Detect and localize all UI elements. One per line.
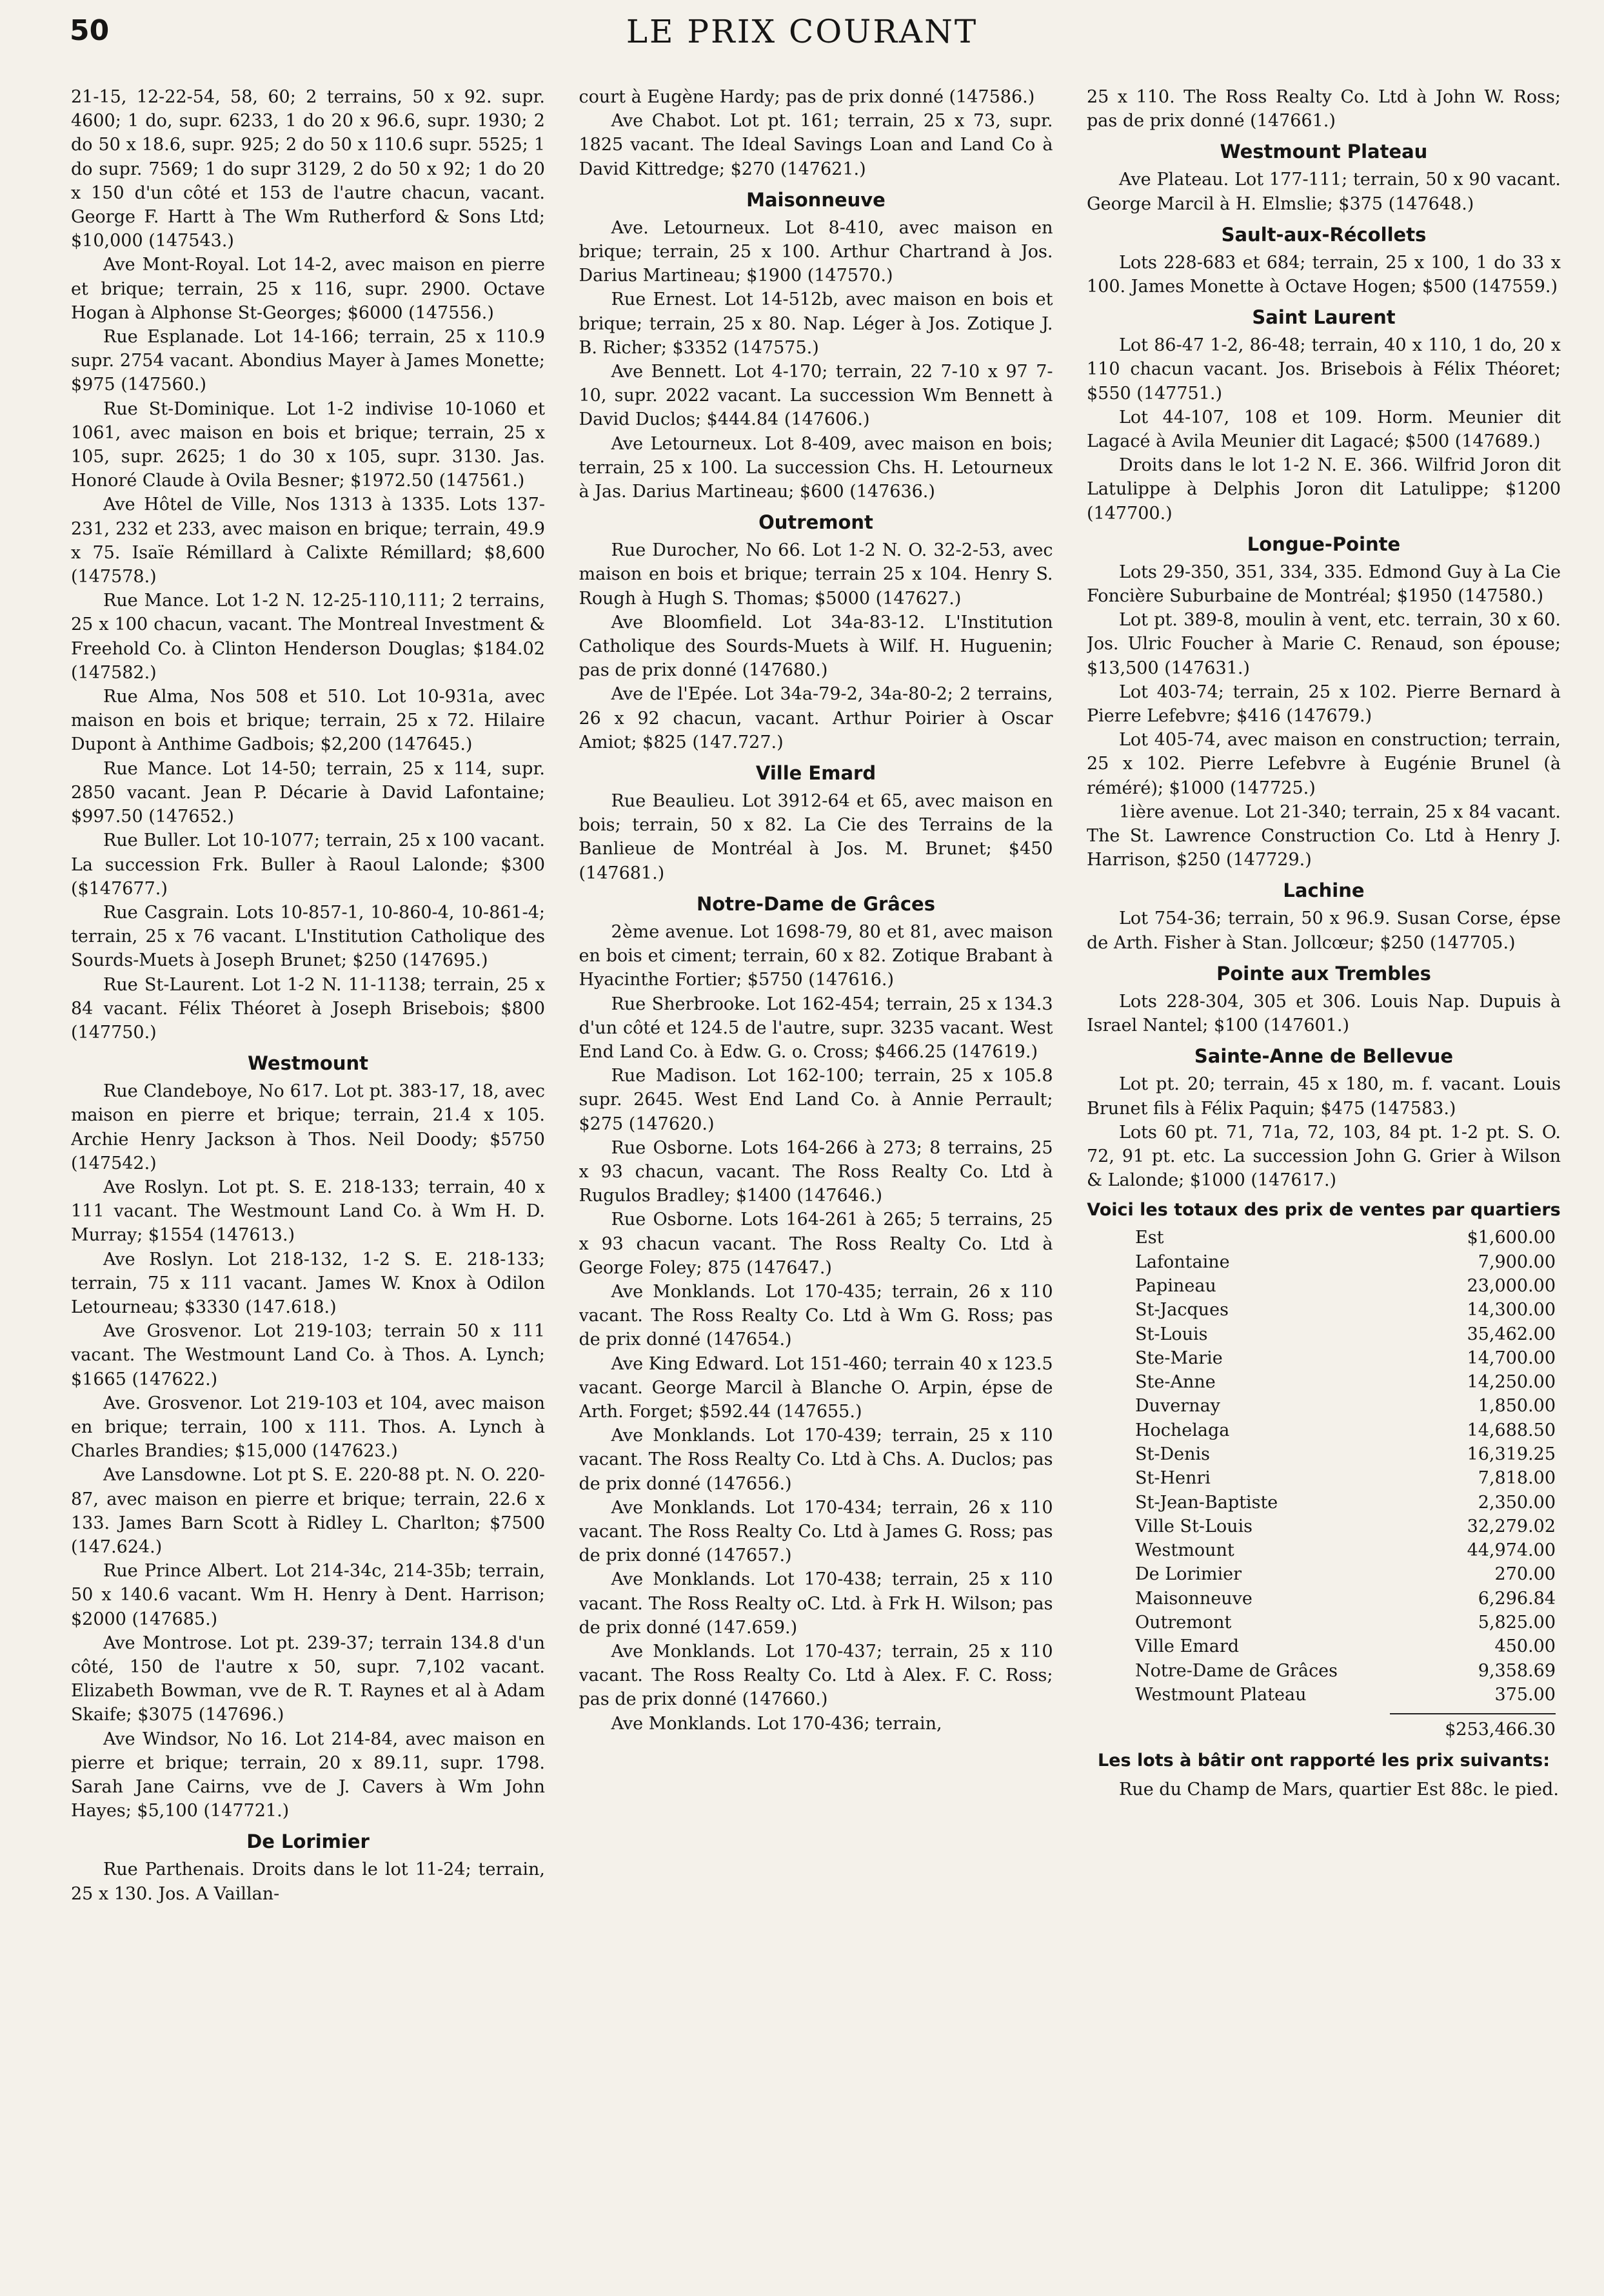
sale-entry: court à Eugène Hardy; pas de prix donné (147586.) bbox=[579, 87, 1035, 107]
sale-entry: Ave Bennett. Lot 4-170; terrain, 22 7-10 x 97 7-10, supr. 2022 vacant. La succession Wm Bennett à David Duclos; $444.84 (147606.) bbox=[579, 362, 1053, 430]
totals-table bbox=[1087, 1226, 1561, 1707]
sale-entry: Lot 403-74; terrain, 25 x 102. Pierre Bernard à Pierre Lefebvre; $416 (147679.) bbox=[1087, 682, 1561, 727]
sale-entry: Ave Windsor, No 16. Lot 214-84, avec maison en pierre et brique; terrain, 20 x 89.11, supr. 1798. Sarah Jane Cairns, vve de J. Cavers à Wm John Hayes; $5,100 (147721.) bbox=[71, 1729, 545, 1821]
section-heading: Pointe aux Trembles bbox=[1216, 962, 1431, 985]
totals-row bbox=[1087, 1322, 1561, 1346]
sale-entry: Ave Mont-Royal. Lot 14-2, avec maison en pierre et brique; terrain, 25 x 116, supr. 2900. Octave Hogan à Alphonse St-Georges; $6000 (147556.) bbox=[71, 255, 545, 323]
totals-value: 2,350.00 bbox=[1478, 1492, 1556, 1513]
totals-quarter: De Lorimier bbox=[1135, 1564, 1242, 1585]
sale-entry: Lot pt. 20; terrain, 45 x 180, m. f. vacant. Louis Brunet fils à Félix Paquin; $475 (147583.) bbox=[1087, 1074, 1561, 1119]
sale-entry: Ave Monklands. Lot 170-439; terrain, 25 x 110 vacant. The Ross Realty Co. Ltd à Chs. A. Duclos; pas de prix donné (147656.) bbox=[579, 1426, 1053, 1494]
sale-entry: Lots 29-350, 351, 334, 335. Edmond Guy à La Cie Foncière Suburbaine de Montréal; $1950 (147580.) bbox=[1087, 562, 1561, 607]
sale-entry: Rue Mance. Lot 14-50; terrain, 25 x 114, supr. 2850 vacant. Jean P. Décarie à David Lafontaine; $997.50 (147652.) bbox=[71, 758, 545, 827]
sale-entry: Ave de l'Epée. Lot 34a-79-2, 34a-80-2; 2 terrains, 26 x 92 chacun, vacant. Arthur Poirier à Oscar Amiot; $825 (147.727.) bbox=[579, 684, 1053, 752]
totals-value: 23,000.00 bbox=[1467, 1275, 1556, 1296]
sale-entry: Ave Montrose. Lot pt. 239-37; terrain 134.8 d'un côté, 150 de l'autre x 50, supr. 7,102 vacant. Elizabeth Bowman, vve de R. T. Raynes et al à Adam Skaife; $3075 (147696.) bbox=[71, 1633, 545, 1725]
sale-entry: Rue Mance. Lot 1-2 N. 12-25-110,111; 2 terrains, 25 x 100 chacun, vacant. The Montreal Investment & Freehold Co. à Clinton Henderson Douglas; $184.02 (147582.) bbox=[71, 591, 545, 683]
sale-entry: 21-15, 12-22-54, 58, 60; 2 terrains, 50 x 92. supr. 4600; 1 do, supr. 6233, 1 do 20 x 96.6, supr. 1930; 2 do 50 x 18.6, supr. 925; 2 do 50 x 110.6 supr. 5525; 1 do supr. 7569; 1 do supr 3129, 2 do 50 x 92; 1 do 20 x 150 d'un côté et 153 de l'autre chacun, vacant. George F. Hartt à The Wm Rutherford & Sons Ltd; $10,000 (147543.) bbox=[71, 87, 545, 251]
sale-entry: Ave Monklands. Lot 170-438; terrain, 25 x 110 vacant. The Ross Realty oC. Ltd. à Frk H. Wilson; pas de prix donné (147.659.) bbox=[579, 1569, 1053, 1638]
totals-row bbox=[1087, 1274, 1561, 1298]
sale-entry: Ave Letourneux. Lot 8-409, avec maison en bois; terrain, 25 x 100. La succession Chs. H. Letourneux à Jas. Darius Martineau; $600 (147636.) bbox=[579, 433, 1053, 502]
totals-row bbox=[1087, 1226, 1561, 1250]
sale-entry: Ave Monklands. Lot 170-434; terrain, 26 x 110 vacant. The Ross Realty Co. Ltd à James G. Ross; pas de prix donné (147657.) bbox=[579, 1497, 1053, 1566]
section-heading: Maisonneuve bbox=[746, 188, 886, 211]
totals-row bbox=[1087, 1298, 1561, 1322]
article-columns bbox=[71, 85, 1561, 2271]
totals-quarter: Ville St-Louis bbox=[1135, 1516, 1253, 1536]
totals-quarter: Westmount bbox=[1135, 1540, 1234, 1561]
totals-quarter: St-Henri bbox=[1135, 1468, 1211, 1489]
totals-row bbox=[1087, 1491, 1561, 1515]
section-heading: Outremont bbox=[758, 511, 873, 534]
totals-row bbox=[1087, 1442, 1561, 1466]
sale-entry: Rue Durocher, No 66. Lot 1-2 N. O. 32-2-53, avec maison en bois et brique; terrain 25 x 104. Henry S. Rough à Hugh S. Thomas; $5000 (147627.) bbox=[579, 540, 1053, 609]
totals-value: 14,688.50 bbox=[1467, 1420, 1556, 1440]
sale-entry: Rue Buller. Lot 10-1077; terrain, 25 x 100 vacant. La succession Frk. Buller à Raoul Lalonde; $300 ($147677.) bbox=[71, 830, 545, 899]
totals-quarter: St-Denis bbox=[1135, 1444, 1210, 1464]
totals-title: Voici les totaux des prix de ventes par quartiers bbox=[1087, 1200, 1561, 1221]
sale-entry: Ave. Grosvenor. Lot 219-103 et 104, avec maison en brique; terrain, 100 x 111. Thos. A. Lynch à Charles Brandies; $15,000 (147623.) bbox=[71, 1393, 545, 1462]
totals-value: 5,825.00 bbox=[1478, 1613, 1556, 1633]
totals-quarter: Papineau bbox=[1135, 1275, 1216, 1296]
sale-entry: Ave Lansdowne. Lot pt S. E. 220-88 pt. N. O. 220-87, avec maison en pierre et brique; terrain, 22.6 x 133. James Barn Scott à Ridley L. Charlton; $7500 (147.624.) bbox=[71, 1465, 545, 1557]
sale-entry: Rue Parthenais. Droits dans le lot 11-24; terrain, 25 x 130. Jos. A Vaillan- bbox=[71, 1859, 545, 1904]
lots-entry: Rue du Champ de Mars, quartier Est 88c. le pied. bbox=[1119, 1780, 1559, 1800]
sale-entry: Droits dans le lot 1-2 N. E. 366. Wilfrid Joron dit Latulippe à Delphis Joron dit Latulippe; $1200 (147700.) bbox=[1087, 455, 1561, 524]
totals-rule bbox=[1390, 1713, 1556, 1714]
totals-quarter: Hochelaga bbox=[1135, 1420, 1230, 1440]
sale-entry: Ave Hôtel de Ville, Nos 1313 à 1335. Lots 137-231, 232 et 233, avec maison en brique; terrain, 49.9 x 75. Isaïe Rémillard à Calixte Rémillard; $8,600 (147578.) bbox=[71, 495, 545, 587]
sale-entry: Lot 44-107, 108 et 109. Horm. Meunier dit Lagacé à Avila Meunier dit Lagacé; $500 (147689.) bbox=[1087, 407, 1561, 452]
totals-row bbox=[1087, 1562, 1561, 1586]
sale-entry: Rue Alma, Nos 508 et 510. Lot 10-931a, avec maison en bois et brique; terrain, 25 x 72. Hilaire Dupont à Anthime Gadbois; $2,200 (147645.) bbox=[71, 687, 545, 755]
section-heading: Lachine bbox=[1283, 879, 1365, 902]
totals-quarter: Westmount Plateau bbox=[1135, 1684, 1307, 1705]
totals-row bbox=[1087, 1346, 1561, 1370]
totals-value: 44,974.00 bbox=[1467, 1540, 1556, 1561]
totals-quarter: St-Jean-Baptiste bbox=[1135, 1492, 1278, 1513]
sale-entry: Rue Sherbrooke. Lot 162-454; terrain, 25 x 134.3 d'un côté et 124.5 de l'autre, supr. 3235 vacant. West End Land Co. à Edw. G. o. Cross; $466.25 (147619.) bbox=[579, 994, 1053, 1062]
section-heading: Longue-Pointe bbox=[1247, 533, 1401, 555]
section-heading: Westmount Plateau bbox=[1220, 141, 1428, 163]
sale-entry: Ave Bloomfield. Lot 34a-83-12. L'Institution Catholique des Sourds-Muets à Wilf. H. Huguenin; pas de prix donné (147680.) bbox=[579, 612, 1053, 681]
totals-quarter: Ste-Anne bbox=[1135, 1372, 1216, 1393]
sale-entry: Lots 228-304, 305 et 306. Louis Nap. Dupuis à Israel Nantel; $100 (147601.) bbox=[1087, 991, 1561, 1036]
totals-quarter: St-Jacques bbox=[1135, 1300, 1229, 1320]
sale-entry: Rue Clandeboye, No 617. Lot pt. 383-17, 18, avec maison en pierre et brique; terrain, 21.4 x 105. Archie Henry Jackson à Thos. Neil Doody; $5750 (147542.) bbox=[71, 1081, 545, 1173]
totals-row bbox=[1087, 1538, 1561, 1562]
totals-value: 14,250.00 bbox=[1467, 1372, 1556, 1393]
section-heading: Westmount bbox=[247, 1052, 369, 1075]
totals-quarter: Ville Emard bbox=[1135, 1636, 1240, 1657]
sale-entry: Rue St-Dominique. Lot 1-2 indivise 10-1060 et 1061, avec maison en bois et brique; terrain, 25 x 105, supr. 2625; 1 do 30 x 105, supr. 3130. Jas. Honoré Claude à Ovila Besner; $1972.50 (147561.) bbox=[71, 398, 545, 491]
column-3 bbox=[1087, 85, 1561, 2271]
sale-entry: Rue Beaulieu. Lot 3912-64 et 65, avec maison en bois; terrain, 50 x 82. La Cie des Terrains de la Banlieue de Montréal à Jos. M. Brunet; $450 (147681.) bbox=[579, 791, 1053, 883]
totals-row bbox=[1087, 1394, 1561, 1418]
totals-value: 14,300.00 bbox=[1467, 1300, 1556, 1320]
totals-quarter: Notre-Dame de Grâces bbox=[1135, 1660, 1338, 1681]
sale-entry: Ave Monklands. Lot 170-435; terrain, 26 x 110 vacant. The Ross Realty Co. Ltd à Wm G. Ross; pas de prix donné (147654.) bbox=[579, 1281, 1053, 1350]
totals-value: 450.00 bbox=[1494, 1636, 1556, 1657]
sale-entry: Ave Plateau. Lot 177-111; terrain, 50 x 90 vacant. George Marcil à H. Elmslie; $375 (147648.) bbox=[1087, 170, 1561, 214]
totals-value: 6,296.84 bbox=[1478, 1588, 1556, 1609]
sale-entry: Rue Prince Albert. Lot 214-34c, 214-35b; terrain, 50 x 140.6 vacant. Wm H. Henry à Dent. Harrison; $2000 (147685.) bbox=[71, 1561, 545, 1629]
totals-row bbox=[1087, 1587, 1561, 1611]
sale-entry: Ave Roslyn. Lot pt. S. E. 218-133; terrain, 40 x 111 vacant. The Westmount Land Co. à Wm H. D. Murray; $1554 (147613.) bbox=[71, 1177, 545, 1246]
column-3-items bbox=[1087, 85, 1561, 1192]
totals-value: 375.00 bbox=[1494, 1684, 1556, 1705]
sale-entry: 25 x 110. The Ross Realty Co. Ltd à John W. Ross; pas de prix donné (147661.) bbox=[1087, 87, 1561, 132]
totals-value: 1,850.00 bbox=[1478, 1396, 1556, 1417]
sale-entry: Rue Ernest. Lot 14-512b, avec maison en bois et brique; terrain, 25 x 80. Nap. Léger à Jos. Zotique J. B. Richer; $3352 (147575.) bbox=[579, 289, 1053, 358]
totals-quarter: Lafontaine bbox=[1135, 1251, 1230, 1272]
sale-entry: Rue St-Laurent. Lot 1-2 N. 11-1138; terrain, 25 x 84 vacant. Félix Théoret à Joseph Brisebois; $800 (147750.) bbox=[71, 974, 545, 1043]
sale-entry: Ave Monklands. Lot 170-437; terrain, 25 x 110 vacant. The Ross Realty Co. Ltd à Alex. F. C. Ross; pas de prix donné (147660.) bbox=[579, 1641, 1053, 1710]
totals-row bbox=[1087, 1250, 1561, 1274]
totals-quarter: St-Louis bbox=[1135, 1324, 1208, 1344]
sale-entry: Lot 405-74, avec maison en construction; terrain, 25 x 102. Pierre Lefebvre à Eugénie Brunel (à réméré); $1000 (147725.) bbox=[1087, 730, 1561, 798]
sale-entry: Rue Madison. Lot 162-100; terrain, 25 x 105.8 supr. 2645. West End Land Co. à Annie Perrault; $275 (147620.) bbox=[579, 1066, 1053, 1134]
sale-entry: Lot 86-47 1-2, 86-48; terrain, 40 x 110, 1 do, 20 x 110 chacun vacant. Jos. Brisebois à Félix Théoret; $550 (147751.) bbox=[1087, 335, 1561, 404]
totals-row bbox=[1087, 1515, 1561, 1538]
sale-entry: Lots 60 pt. 71, 71a, 72, 103, 84 pt. 1-2 pt. S. O. 72, 91 pt. etc. La succession John G. Grier à Wilson & Lalonde; $1000 (147617.) bbox=[1087, 1122, 1561, 1191]
totals-row bbox=[1087, 1683, 1561, 1707]
totals-quarter: Duvernay bbox=[1135, 1396, 1220, 1417]
sale-entry: Rue Esplanade. Lot 14-166; terrain, 25 x 110.9 supr. 2754 vacant. Abondius Mayer à James Monette; $975 (147560.) bbox=[71, 327, 545, 395]
sale-entry: 1ière avenue. Lot 21-340; terrain, 25 x 84 vacant. The St. Lawrence Construction Co. Ltd à Henry J. Harrison, $250 (147729.) bbox=[1087, 801, 1561, 870]
totals-row bbox=[1087, 1418, 1561, 1442]
totals-value: 32,279.02 bbox=[1467, 1516, 1556, 1536]
totals-quarter: Ste-Marie bbox=[1135, 1348, 1223, 1368]
sale-entry: Ave. Letourneux. Lot 8-410, avec maison en brique; terrain, 25 x 100. Arthur Chartrand à Jos. Darius Martineau; $1900 (147570.) bbox=[579, 217, 1053, 286]
sale-entry: Lot pt. 389-8, moulin à vent, etc. terrain, 30 x 60. Jos. Ulric Foucher à Marie C. Renaud, son épouse; $13,500 (147631.) bbox=[1087, 610, 1561, 678]
totals-quarter: Maisonneuve bbox=[1135, 1588, 1253, 1609]
sale-entry: Rue Osborne. Lots 164-266 à 273; 8 terrains, 25 x 93 chacun, vacant. The Ross Realty Co. Ltd à Rugulos Bradley; $1400 (147646.) bbox=[579, 1137, 1053, 1206]
sale-entry: Lots 228-683 et 684; terrain, 25 x 100, 1 do 33 x 100. James Monette à Octave Hogen; $500 (147559.) bbox=[1087, 252, 1561, 297]
section-heading: Sault-aux-Récollets bbox=[1221, 223, 1427, 246]
totals-value: $1,600.00 bbox=[1467, 1228, 1556, 1248]
totals-row bbox=[1087, 1634, 1561, 1658]
sale-entry: Rue Casgrain. Lots 10-857-1, 10-860-4, 10-861-4; terrain, 25 x 76 vacant. L'Institution Catholique des Sourds-Muets à Joseph Brunet; $250 (147695.) bbox=[71, 902, 545, 971]
sale-entry: Ave King Edward. Lot 151-460; terrain 40 x 123.5 vacant. George Marcil à Blanche O. Arpin, épse de Arth. Forget; $592.44 (147655.) bbox=[579, 1353, 1053, 1422]
totals-row bbox=[1087, 1659, 1561, 1683]
sale-entry: Ave Grosvenor. Lot 219-103; terrain 50 x 111 vacant. The Westmount Land Co. à Thos. A. Lynch; $1665 (147622.) bbox=[71, 1321, 545, 1389]
sale-entry: Rue Osborne. Lots 164-261 à 265; 5 terrains, 25 x 93 chacun vacant. The Ross Realty Co. Ltd à George Foley; 875 (147647.) bbox=[579, 1210, 1053, 1278]
lots-title: Les lots à bâtir ont rapporté les prix suivants: bbox=[1097, 1751, 1550, 1771]
totals-value: 7,900.00 bbox=[1478, 1251, 1556, 1272]
grand-total: $253,466.30 bbox=[1445, 1720, 1556, 1740]
sale-entry: Ave Monklands. Lot 170-436; terrain, bbox=[611, 1713, 942, 1734]
sale-entry: 2ème avenue. Lot 1698-79, 80 et 81, avec maison en bois et ciment; terrain, 60 x 82. Zotique Brabant à Hyacinthe Fortier; $5750 (147616.) bbox=[579, 921, 1053, 990]
totals-value: 35,462.00 bbox=[1467, 1324, 1556, 1344]
totals-quarter: Est bbox=[1135, 1228, 1164, 1248]
totals-value: 270.00 bbox=[1494, 1564, 1556, 1585]
section-heading: Sainte-Anne de Bellevue bbox=[1194, 1045, 1454, 1068]
sale-entry: Ave Chabot. Lot pt. 161; terrain, 25 x 73, supr. 1825 vacant. The Ideal Savings Loan and Land Co à David Kittredge; $270 (147621.) bbox=[579, 111, 1053, 179]
totals-row bbox=[1087, 1466, 1561, 1490]
totals-value: 7,818.00 bbox=[1478, 1468, 1556, 1489]
sale-entry: Ave Roslyn. Lot 218-132, 1-2 S. E. 218-133; terrain, 75 x 111 vacant. James W. Knox à Odilon Letourneau; $3330 (147.618.) bbox=[71, 1249, 545, 1317]
totals-value: 16,319.25 bbox=[1467, 1444, 1556, 1464]
totals-row bbox=[1087, 1611, 1561, 1634]
column-2 bbox=[579, 85, 1053, 2271]
section-heading: Ville Emard bbox=[755, 762, 876, 785]
totals-value: 14,700.00 bbox=[1467, 1348, 1556, 1368]
totals-row bbox=[1087, 1370, 1561, 1394]
sale-entry: Lot 754-36; terrain, 50 x 96.9. Susan Corse, épse de Arth. Fisher à Stan. Jollcœur; $250 (147705.) bbox=[1087, 908, 1561, 953]
column-1 bbox=[71, 85, 545, 2271]
page-number: 50 bbox=[70, 14, 110, 47]
section-heading: Notre-Dame de Grâces bbox=[696, 892, 935, 915]
page-title: LE PRIX COURANT bbox=[626, 13, 978, 50]
totals-value: 9,358.69 bbox=[1478, 1660, 1556, 1681]
section-heading: De Lorimier bbox=[246, 1830, 370, 1853]
totals-quarter: Outremont bbox=[1135, 1613, 1232, 1633]
section-heading: Saint Laurent bbox=[1252, 306, 1396, 329]
